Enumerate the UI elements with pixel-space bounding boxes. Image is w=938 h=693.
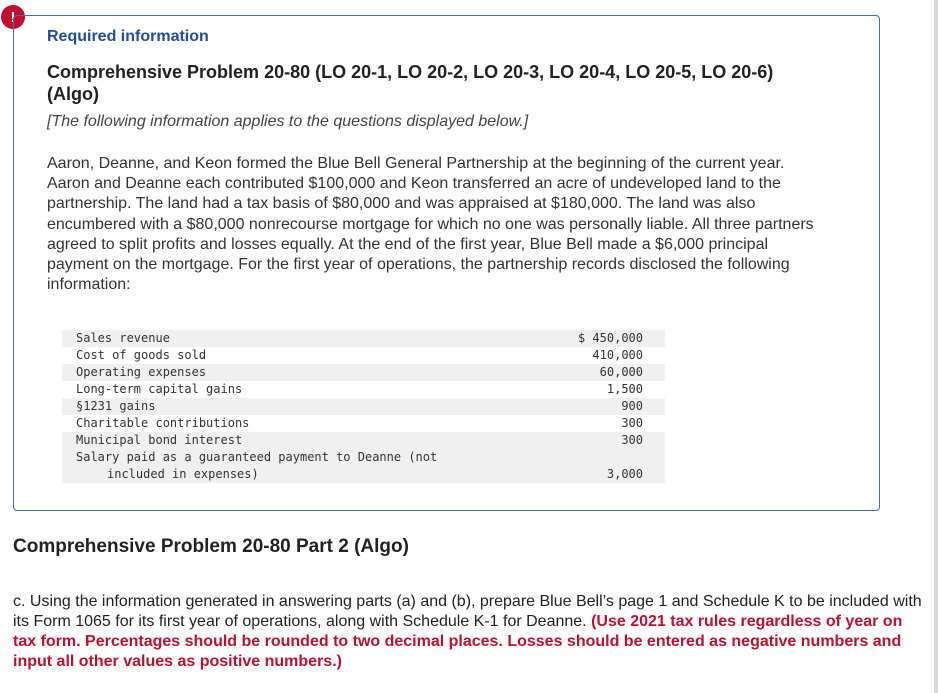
info-note: [The following information applies to the questions displayed below.] xyxy=(47,113,529,130)
table-row xyxy=(62,381,665,398)
row-label-line1: Salary paid as a guaranteed payment to Deanne (not xyxy=(76,450,438,464)
row-amount: 300 xyxy=(523,415,665,432)
row-label: Charitable contributions xyxy=(62,415,523,432)
row-amount: $ 450,000 xyxy=(523,330,665,347)
table-row xyxy=(62,347,665,364)
question-body: c. Using the information generated in answering parts (a) and (b), prepare Blue Bell’s page 1 and Schedule K to be included with its Form 1065 for its first year of operations, along with Schedule K-1 for Deanne. xyxy=(13,593,922,630)
row-amount: 300 xyxy=(523,432,665,449)
row-amount: 410,000 xyxy=(523,347,665,364)
row-amount: 900 xyxy=(523,398,665,415)
table-row xyxy=(62,398,665,415)
table-row xyxy=(62,415,665,432)
row-amount: 1,500 xyxy=(523,381,665,398)
row-label: §1231 gains xyxy=(62,398,523,415)
row-label: Municipal bond interest xyxy=(62,432,523,449)
alert-icon: ! xyxy=(1,5,25,29)
question-text xyxy=(13,592,928,672)
row-amount: 60,000 xyxy=(523,364,665,381)
table-row xyxy=(62,432,665,449)
part-title: Comprehensive Problem 20-80 Part 2 (Algo) xyxy=(13,536,409,557)
row-label: Cost of goods sold xyxy=(62,347,523,364)
row-label: Long-term capital gains xyxy=(62,381,523,398)
row-amount: 3,000 xyxy=(523,449,665,483)
financial-data-table xyxy=(62,330,665,483)
problem-description: Aaron, Deanne, and Keon formed the Blue Bell General Partnership at the beginning of the current year. Aaron and Deanne each contributed $100,000 and Keon transferred an acre of undeveloped land to the partnership. The land had a tax basis of $80,000 and was appraised at $180,000. The land was also encumbered with a $80,000 nonrecourse mortgage for which no one was personally liable. All three partners agreed to split profits and losses equally. At the end of the first year, Blue Bell made a $6,000 principal payment on the mortgage. For the first year of operations, the partnership records disclosed the following information: xyxy=(47,155,814,294)
table-row xyxy=(62,449,665,483)
row-label: Operating expenses xyxy=(62,364,523,381)
row-label-line2: included in expenses) xyxy=(107,467,259,481)
table-row xyxy=(62,364,665,381)
row-label xyxy=(62,449,523,483)
row-label: Sales revenue xyxy=(62,330,523,347)
problem-title: Comprehensive Problem 20-80 (LO 20-1, LO 20-2, LO 20-3, LO 20-4, LO 20-5, LO 20-6) (Algo) xyxy=(47,62,774,104)
table-row xyxy=(62,330,665,347)
scrollbar[interactable] xyxy=(934,0,938,693)
required-information-label: Required information xyxy=(47,28,209,45)
question-instruction: (Use 2021 tax rules regardless of year on tax form. Percentages should be rounded to two decimal places. Losses should be entered as negative numbers and input all other values as positive numbers.) xyxy=(13,613,903,670)
